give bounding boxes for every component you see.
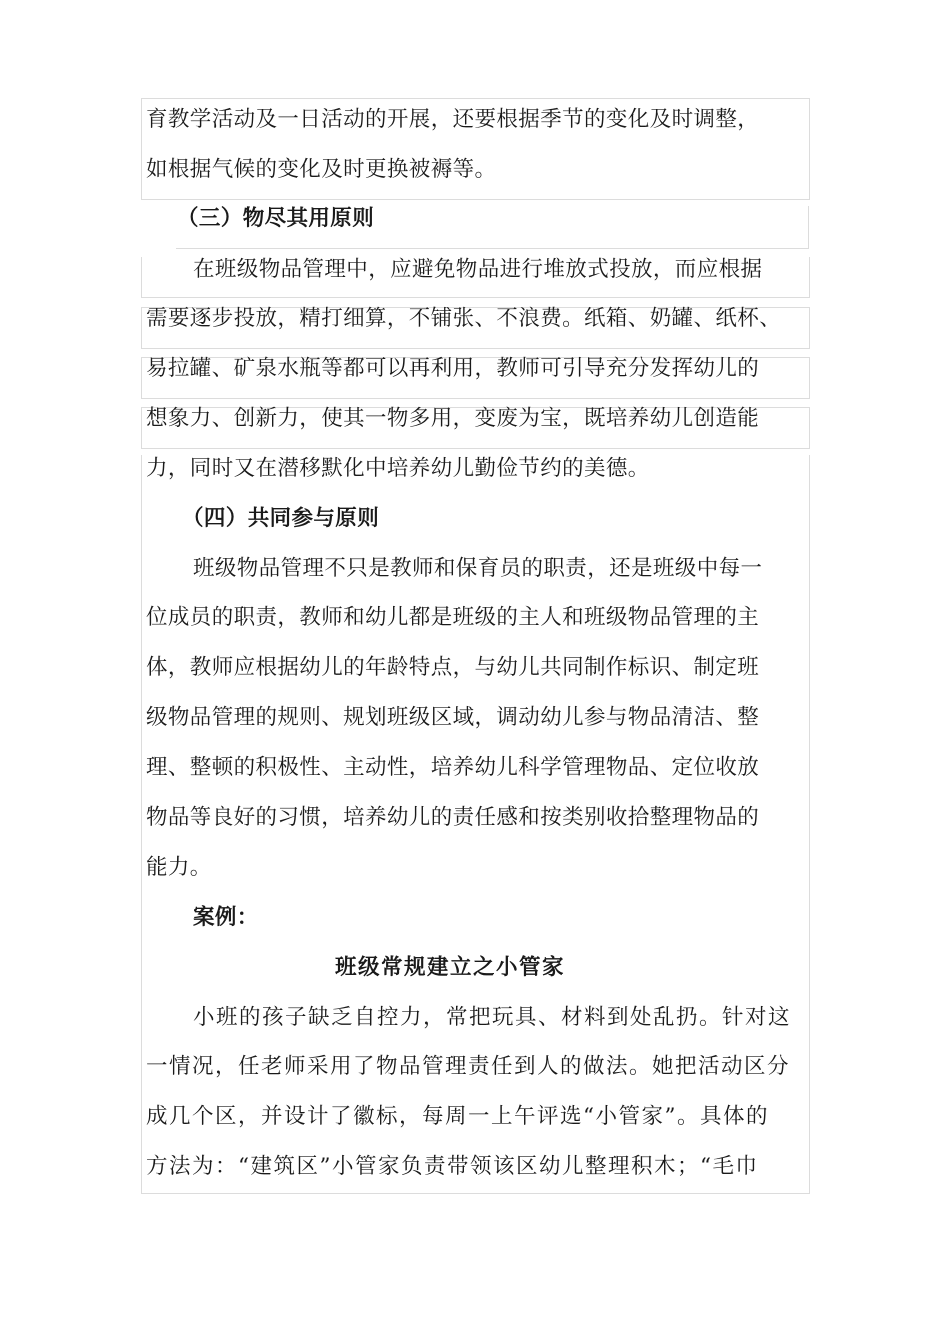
case-paragraph-line: 小班的孩子缺乏自控力，常把玩具、材料到处乱扔。针对这	[193, 1005, 792, 1030]
paragraph-line: 能力。	[146, 855, 212, 880]
paragraph-line: 如根据气候的变化及时更换被褥等。	[146, 157, 497, 182]
paragraph-line: 易拉罐、矿泉水瓶等都可以再利用，教师可引导充分发挥幼儿的	[146, 356, 760, 381]
paragraph-line: 想象力、创新力，使其一物多用，变废为宝，既培养幼儿创造能	[146, 406, 760, 431]
case-paragraph-line: 成几个区，并设计了徽标，每周一上午评选“小管家”。具体的	[146, 1104, 769, 1129]
paragraph-line: 物品等良好的习惯，培养幼儿的责任感和按类别收拾整理物品的	[146, 805, 760, 830]
case-paragraph-line: 方法为：“建筑区”小管家负责带领该区幼儿整理积木；“毛巾	[146, 1154, 759, 1179]
paragraph-line: 在班级物品管理中，应避免物品进行堆放式投放，而应根据	[193, 257, 763, 282]
case-label: 案例：	[193, 905, 259, 930]
paragraph-line: 体，教师应根据幼儿的年龄特点，与幼儿共同制作标识、制定班	[146, 655, 760, 680]
paragraph-line: 位成员的职责，教师和幼儿都是班级的主人和班级物品管理的主	[146, 605, 760, 630]
paragraph-line: 力，同时又在潜移默化中培养幼儿勤俭节约的美德。	[146, 456, 650, 481]
paragraph-line: 需要逐步投放，精打细算，不铺张、不浪费。纸箱、奶罐、纸杯、	[146, 306, 782, 331]
paragraph-line: 级物品管理的规则、规划班级区域，调动幼儿参与物品清洁、整	[146, 705, 760, 730]
paragraph-line: 育教学活动及一日活动的开展，还要根据季节的变化及时调整，	[146, 107, 760, 132]
paragraph-line: 班级物品管理不只是教师和保育员的职责，还是班级中每一	[193, 556, 763, 581]
paragraph-line: 理、整顿的积极性、主动性，培养幼儿科学管理物品、定位收放	[146, 755, 760, 780]
case-paragraph-line: 一情况，任老师采用了物品管理责任到人的做法。她把活动区分	[146, 1054, 791, 1079]
section-heading-3: （三）物尽其用原则	[177, 206, 375, 231]
case-title: 班级常规建立之小管家	[335, 955, 566, 980]
section-heading-4: （四）共同参与原则	[182, 506, 380, 531]
